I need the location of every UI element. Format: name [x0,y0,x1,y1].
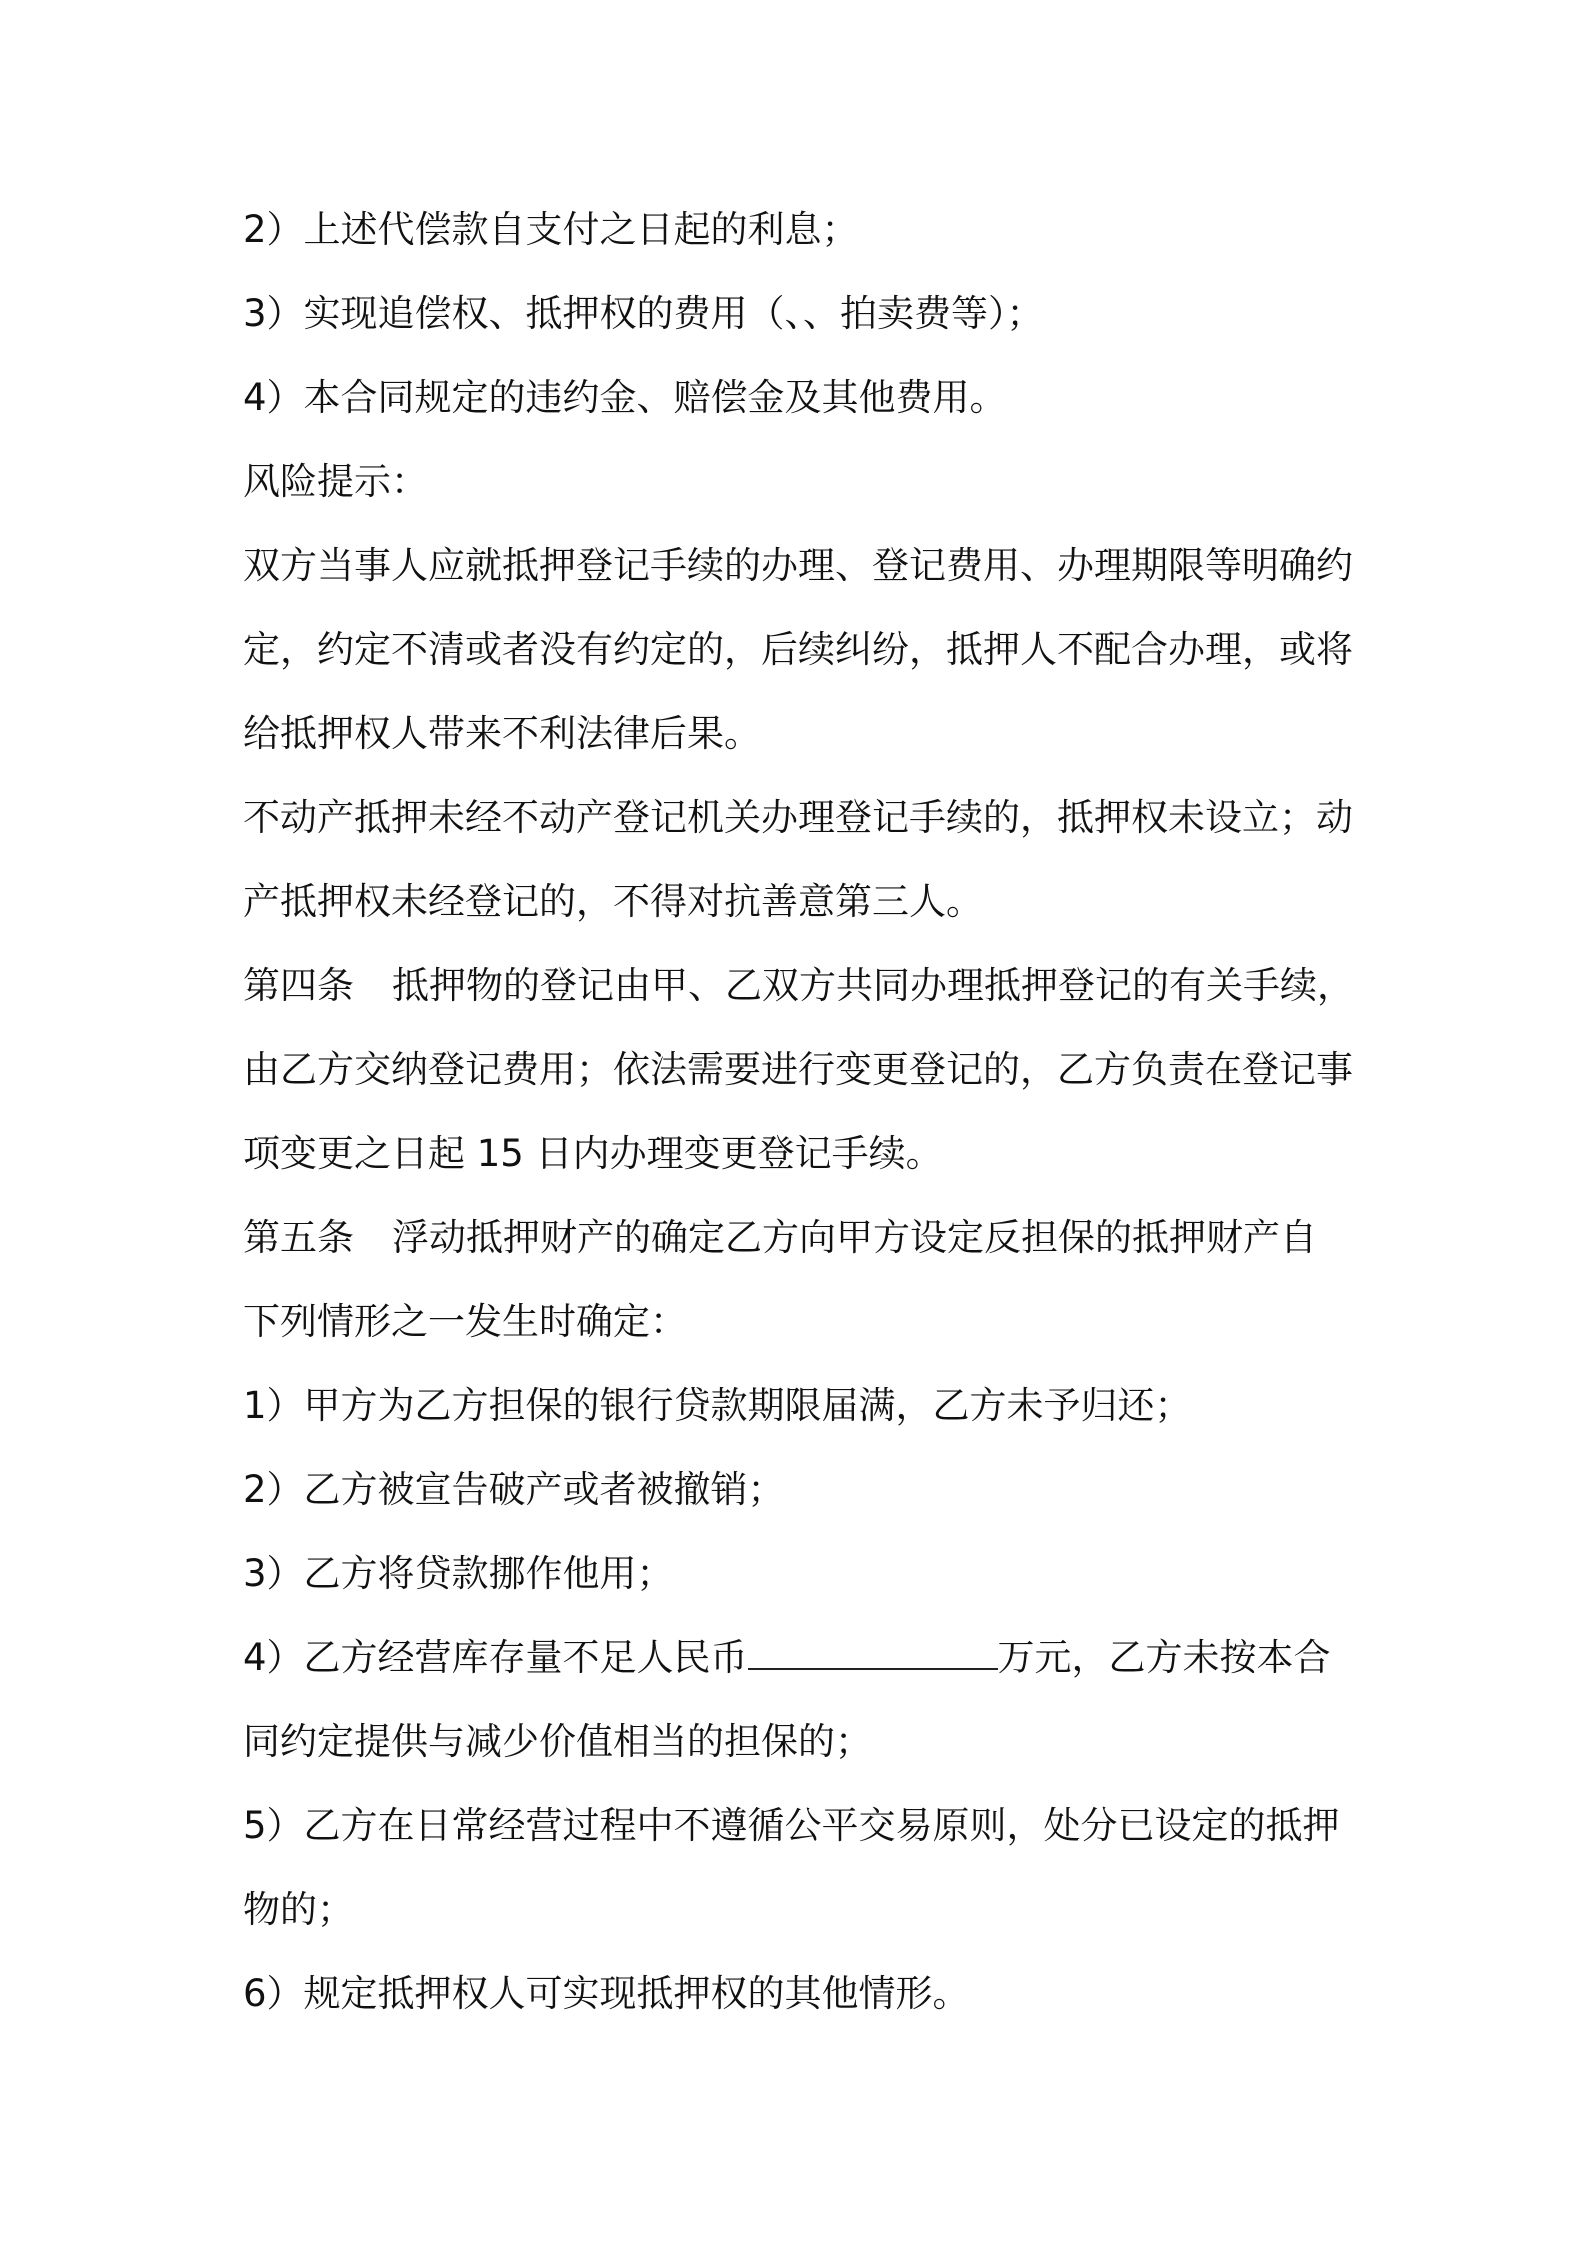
condition-4-line-1 [243,1616,1363,1700]
risk-tip-heading: 风险提示： [243,460,428,503]
condition-6: 6）规定抵押权人可实现抵押权的其他情形。 [243,1972,970,2015]
document-body [243,188,1363,2036]
article-4-line-3: 项变更之日起 15 日内办理变更登记手续。 [243,1132,943,1175]
article-5-line-1 [243,1196,1363,1280]
article-4-label: 第四条 [243,964,354,1007]
condition-5-line-2: 物的； [243,1888,354,1931]
risk-tip-line-2: 定，约定不清或者没有约定的，后续纠纷，抵押人不配合办理，或将 [243,628,1353,671]
condition-5-line-1: 5）乙方在日常经营过程中不遵循公平交易原则，处分已设定的抵押 [243,1804,1340,1847]
article-5-label: 第五条 [243,1216,354,1259]
real-estate-note-line-2: 产抵押权未经登记的，不得对抗善意第三人。 [243,880,983,923]
amount-blank-field [748,1638,998,1670]
risk-tip-line-3: 给抵押权人带来不利法律后果。 [243,712,761,755]
text-line-item-2: 2）上述代偿款自支付之日起的利息； [243,208,859,251]
risk-tip-line-1: 双方当事人应就抵押登记手续的办理、登记费用、办理期限等明确约 [243,544,1353,587]
article-5-text: 浮动抵押财产的确定乙方向甲方设定反担保的抵押财产自 [392,1216,1317,1259]
article-4-line-2: 由乙方交纳登记费用；依法需要进行变更登记的，乙方负责在登记事 [243,1048,1353,1091]
condition-4-prefix: 4）乙方经营库存量不足人民币 [243,1636,748,1679]
article-4-text: 抵押物的登记由甲、乙双方共同办理抵押登记的有关手续， [392,964,1354,1007]
text-line-item-3: 3）实现追偿权、抵押权的费用（、、拍卖费等）； [243,292,1044,335]
condition-4-line-2: 同约定提供与减少价值相当的担保的； [243,1720,872,1763]
text-line-item-4: 4）本合同规定的违约金、赔偿金及其他费用。 [243,376,1007,419]
article-4-line-1 [243,944,1363,1028]
condition-3: 3）乙方将贷款挪作他用； [243,1552,674,1595]
real-estate-note-line-1: 不动产抵押未经不动产登记机关办理登记手续的，抵押权未设立；动 [243,796,1353,839]
article-5-line-2: 下列情形之一发生时确定： [243,1300,687,1343]
condition-2: 2）乙方被宣告破产或者被撤销； [243,1468,785,1511]
condition-1: 1）甲方为乙方担保的银行贷款期限届满，乙方未予归还； [243,1384,1192,1427]
condition-4-suffix: 万元，乙方未按本合 [997,1636,1331,1679]
